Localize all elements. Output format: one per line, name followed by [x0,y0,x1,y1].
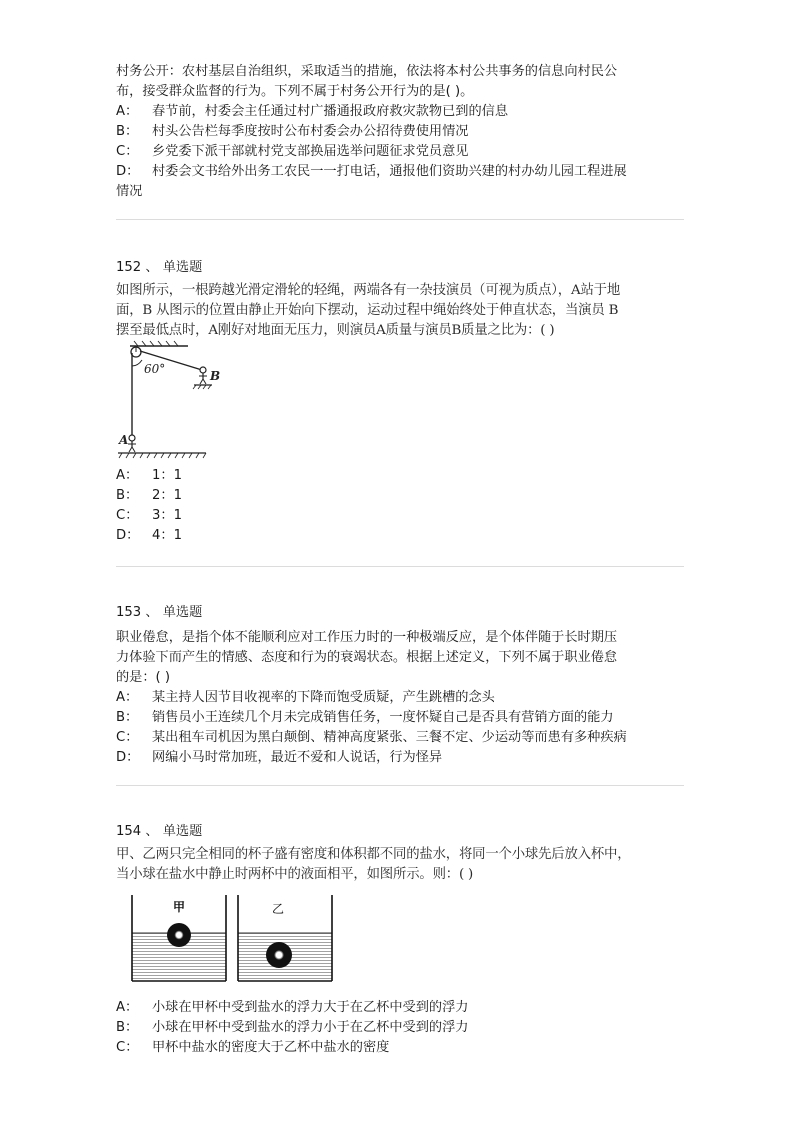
option-key: C： [116,508,139,523]
option-key: D： [116,528,140,543]
label-b: B [210,369,221,383]
cup-left-label: 甲 [172,900,186,914]
q154-stem-line2: 当小球在盐水中静止时两杯中的液面相平，如图所示。则：( ) [116,867,474,882]
option-key: D： [116,164,140,179]
ground-hatch [119,453,206,458]
performer-b-icon [200,367,206,373]
q153-stem-line2: 力体验下而产生的情感、态度和行为的衰竭状态。根据上述定义，下列不属于职业倦怠 [116,650,618,665]
option-key: A： [116,690,139,705]
option-text: 乡党委下派干部就村党支部换届选举问题征求党员意见 [152,144,469,159]
performer-a-icon [129,435,135,441]
option-text: 小球在甲杯中受到盐水的浮力大于在乙杯中受到的浮力 [152,1000,469,1015]
performer-b-leg [200,379,203,384]
q152-header: 152 、 单选题 [116,260,203,275]
question-152 [116,258,688,341]
option-text: 甲杯中盐水的密度大于乙杯中盐水的密度 [152,1040,390,1055]
q152-stem-line2: 面，B 从图示的位置由静止开始向下摆动，运动过程中绳始终处于伸直状态，当演员 B [116,303,619,318]
q152-options [116,466,688,546]
ball-left-icon [167,923,191,947]
q154-option-c [116,1038,688,1058]
option-text: 销售员小王连续几个月未完成销售任务，一度怀疑自己是否具有营销方面的能力 [152,710,614,725]
performer-a-leg [132,447,135,452]
option-key: A： [116,468,139,483]
cup-right-label: 乙 [271,902,285,916]
q153-option-b [116,708,688,728]
cup-right [238,895,332,981]
q151-option-c [116,142,688,162]
ball-right-icon [266,942,292,968]
q153-header: 153 、 单选题 [116,605,203,620]
q154-header: 154 、 单选题 [116,824,203,839]
q151-option-d [116,162,688,182]
q151-stem-line2: 布，接受群众监督的行为。下列不属于村务公开行为的是( )。 [116,84,474,99]
q152-option-d [116,526,688,546]
q152-stem-line3: 摆至最低点时，A刚好对地面无压力，则演员A质量与演员B质量之比为：( ) [116,323,555,338]
option-text: 4：1 [152,528,182,543]
option-text: 村委会文书给外出务工农民一一打电话，通报他们资助兴建的村办幼儿园工程进展 [152,164,627,179]
q151-option-a [116,102,688,122]
option-key: B： [116,124,139,139]
question-divider [116,785,684,786]
q151-option-d-line2: 情况 [116,184,143,199]
q154-option-a [116,998,688,1018]
option-key: B： [116,1020,139,1035]
question-153 [116,603,688,768]
q152-option-b [116,486,688,506]
q153-option-c [116,728,688,748]
option-key: C： [116,144,139,159]
option-key: D： [116,750,140,765]
cup-left [132,895,226,981]
option-key: C： [116,1040,139,1055]
option-key: A： [116,1000,139,1015]
option-key: C： [116,730,139,745]
q153-option-d [116,748,688,768]
q151-stem-line1: 村务公开：农村基层自治组织，采取适当的措施，依法将本村公共事务的信息向村民公 [116,64,618,79]
option-text: 小球在甲杯中受到盐水的浮力小于在乙杯中受到的浮力 [152,1020,469,1035]
q154-options [116,998,688,1058]
q154-option-b [116,1018,688,1038]
pulley-rope-diagram [116,340,221,464]
question-divider [116,566,684,567]
q152-option-a [116,466,688,486]
platform-b-hatch [193,385,211,389]
q154-stem-line1: 甲、乙两只完全相同的杯子盛有密度和体积都不同的盐水，将同一个小球先后放入杯中， [116,847,631,862]
angle-label: 60° [144,362,166,376]
option-text: 某出租车司机因为黑白颠倒、精神高度紧张、三餐不定、少运动等而患有多种疾病 [152,730,627,745]
option-key: B： [116,710,139,725]
ceiling-hatch [134,341,178,346]
angle-arc [132,360,142,366]
option-key: B： [116,488,139,503]
q152-option-c [116,506,688,526]
label-a: A [119,433,129,447]
question-154 [116,822,688,885]
q153-option-a [116,688,688,708]
performer-a-leg [129,447,132,452]
q153-stem-line1: 职业倦怠，是指个体不能顺利应对工作压力时的一种极端反应，是个体伴随于长时期压 [116,630,618,645]
option-text: 春节前，村委会主任通过村广播通报政府救灾款物已到的信息 [152,104,509,119]
option-key: A： [116,104,139,119]
option-text: 某主持人因节目收视率的下降而饱受质疑，产生跳槽的念头 [152,690,495,705]
q153-stem-line3: 的是：( ) [116,670,171,685]
option-text: 3：1 [152,508,182,523]
q151-option-b [116,122,688,142]
question-divider [116,219,684,220]
option-text: 村头公告栏每季度按时公布村委会办公招待费使用情况 [152,124,469,139]
option-text: 1：1 [152,468,182,483]
option-text: 2：1 [152,488,182,503]
two-cups-diagram [126,893,342,989]
option-text: 网编小马时常加班，最近不爱和人说话，行为怪异 [152,750,443,765]
q152-stem-line1: 如图所示，一根跨越光滑定滑轮的轻绳，两端各有一杂技演员（可视为质点），A站于地 [116,283,621,298]
performer-b-leg [203,379,206,384]
question-151 [116,62,688,202]
